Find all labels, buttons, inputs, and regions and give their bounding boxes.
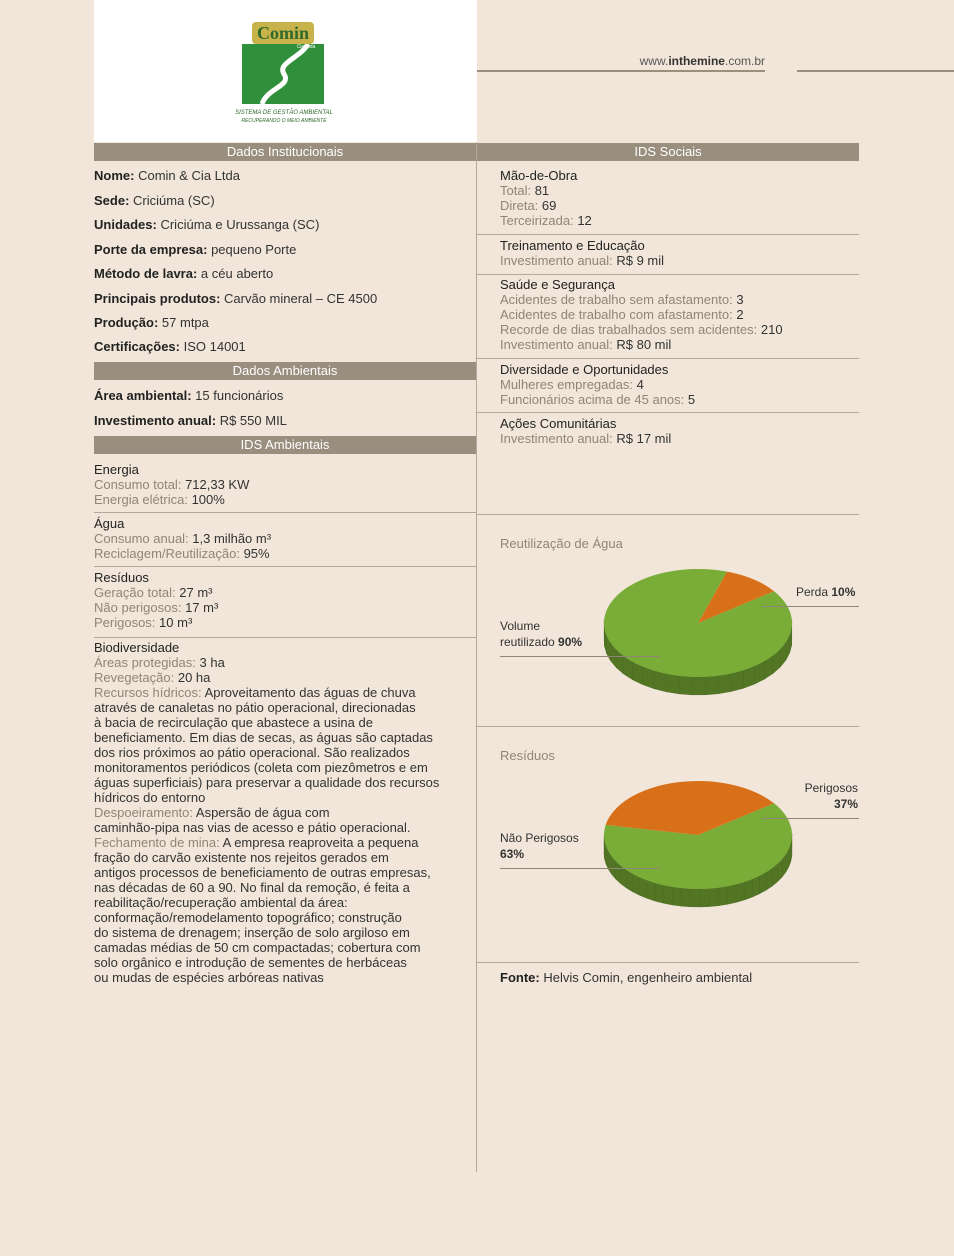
info-producao: Produção: 57 mtpa [94, 315, 209, 330]
info-porte: Porte da empresa: pequeno Porte [94, 242, 297, 257]
pie-slice-nao-perigosos-side [691, 889, 700, 907]
info-produtos: Principais produtos: Carvão mineral – CE 4500 [94, 291, 378, 306]
group-diversidade: Diversidade e Oportunidades Mulheres empregadas: 4 Funcionários acima de 45 anos: 5 [500, 362, 696, 407]
pie-slice-nao-perigosos-side [760, 872, 767, 894]
logo-text: Comin [256, 23, 310, 43]
pie-slice-nao-perigosos-side [736, 882, 744, 902]
info-certificacoes: Certificações: ISO 14001 [94, 339, 246, 354]
pie-slice-nao-perigosos-side [633, 874, 640, 896]
header-rule [477, 70, 765, 72]
group-acoes-comunitarias: Ações Comunitárias Investimento anual: R$ 17 mil [500, 416, 672, 446]
pie-slice-nao-perigosos-side [647, 880, 655, 901]
divider [477, 514, 859, 515]
group-treinamento: Treinamento e Educação Investimento anual: R$ 9 mil [500, 238, 665, 268]
label-volume-reutilizado: Volume reutilizado 90% [500, 619, 583, 649]
leader-line [500, 868, 660, 869]
section-ids-ambientais: IDS Ambientais [94, 436, 476, 454]
pie-slice-volume-reutilizado-side [719, 674, 732, 694]
logo-caption-2: RECUPERANDO O MEIO AMBIENTE [241, 118, 327, 124]
pie-slice-volume-reutilizado-side [654, 671, 666, 692]
logo-caption-1: SISTEMA DE GESTÃO AMBIENTAL [235, 110, 333, 116]
leader-line [500, 656, 660, 657]
pie-slice-volume-reutilizado-side [705, 676, 718, 695]
info-unidades: Unidades: Criciúma e Urussanga (SC) [94, 217, 320, 232]
group-biodiversidade: Biodiversidade Áreas protegidas: 3 ha Revegetação: 20 ha Recursos hídricos: Aproveitamento das águas de chuva através de canaletas no pátio operacional, direcionadas à bacia de recirculação que abastece a usina de beneficiamento. Em dias de secas, as águas são captadas dos rios próximos ao pátio operacional. São realizados monitoramentos periódicos (coleta com piezômetros e em águas superficiais) para preservar a qualidade dos recursos hídricos do entorno Despoeiramento: Aspersão de água com caminhão-pipa nas vias de acesso e pátio operacional. Fechamento de mina: A empresa reaproveita a pequena fração do carvão existente nos rejeitos gerados em antigos processos de beneficiamento de outras empresas, nas décadas de 60 a 90. No final da remoção, é feita a reabilitação/recuperação ambiental da área: conformação/remodelamento topográfico; construção do sistema de drenagem; inserção de solo argiloso em camadas médias de 50 cm compactadas; cobertura com solo orgânico e introdução de sementes de herbáceas ou mudas de espécies arbóreas nativas [94, 640, 440, 985]
pie-slice-nao-perigosos-side [700, 889, 709, 907]
pie-slice-nao-perigosos-side [719, 886, 728, 905]
pie-slice-volume-reutilizado-side [692, 677, 705, 695]
chart-title-residuos: Resíduos [500, 748, 555, 763]
divider [477, 274, 859, 275]
pie-slice-volume-reutilizado-side [666, 674, 679, 694]
pie-chart-residuos [598, 777, 798, 912]
divider [94, 637, 476, 638]
group-energia: Energia Consumo total: 712,33 KW Energia elétrica: 100% [94, 462, 250, 507]
leader-line [762, 818, 859, 819]
pie-slice-nao-perigosos-side [664, 885, 673, 905]
pie-slice-nao-perigosos-side [655, 883, 663, 903]
pie-slice-volume-reutilizado-side [679, 676, 692, 695]
section-ids-sociais: IDS Sociais [477, 143, 859, 161]
pie-slice-nao-perigosos-side [640, 877, 648, 898]
divider [94, 566, 476, 567]
column-divider [476, 142, 477, 1172]
info-metodo: Método de lavra: a céu aberto [94, 266, 274, 281]
group-residuos: Resíduos Geração total: 27 m³ Não perigosos: 17 m³ Perigosos: 10 m³ [94, 570, 219, 630]
pie-slice-nao-perigosos-side [682, 888, 691, 907]
pie-slice-nao-perigosos-side [727, 884, 736, 904]
header-rule-right [797, 70, 954, 72]
pie-slice-nao-perigosos-side [744, 879, 752, 900]
info-area-ambiental: Área ambiental: 15 funcionários [94, 388, 284, 403]
divider [477, 962, 859, 963]
leader-line [762, 606, 859, 607]
group-agua: Água Consumo anual: 1,3 milhão m³ Reciclagem/Reutilização: 95% [94, 516, 272, 561]
divider [477, 412, 859, 413]
label-perigosos: Perigosos 37% [804, 781, 858, 811]
fonte: Fonte: Helvis Comin, engenheiro ambiental [500, 970, 753, 985]
divider [477, 234, 859, 235]
comin-logo [222, 18, 346, 126]
pie-slice-nao-perigosos-side [709, 888, 718, 907]
group-mao-de-obra: Mão-de-Obra Total: 81 Direta: 69 Terceirizada: 12 [500, 168, 592, 228]
site-url[interactable]: www.inthemine.com.br [639, 54, 765, 68]
divider [477, 726, 859, 727]
info-sede: Sede: Criciúma (SC) [94, 193, 215, 208]
label-perda: Perda 10% [796, 585, 856, 599]
chart-title-agua: Reutilização de Água [500, 536, 623, 551]
logo-area [94, 0, 477, 142]
section-dados-ambientais: Dados Ambientais [94, 362, 476, 380]
section-dados-institucionais: Dados Institucionais [94, 143, 476, 161]
logo-sub: Cia Ltda [296, 44, 316, 50]
pie-slice-volume-reutilizado-side [731, 670, 743, 691]
info-investimento-anual: Investimento anual: R$ 550 MIL [94, 413, 287, 428]
info-nome: Nome: Comin & Cia Ltda [94, 168, 240, 183]
pie-slice-nao-perigosos-side [672, 887, 681, 906]
pie-chart-agua [598, 565, 798, 700]
divider [94, 512, 476, 513]
group-saude-seguranca: Saúde e Segurança Acidentes de trabalho sem afastamento: 3 Acidentes de trabalho com afastamento: 2 Recorde de dias trabalhados sem acidentes: 210 Investimento anual: R$ 80 mil [500, 277, 783, 352]
pie-slice-nao-perigosos-side [752, 876, 759, 897]
divider [477, 358, 859, 359]
label-nao-perigosos: Não Perigosos 63% [500, 831, 579, 861]
